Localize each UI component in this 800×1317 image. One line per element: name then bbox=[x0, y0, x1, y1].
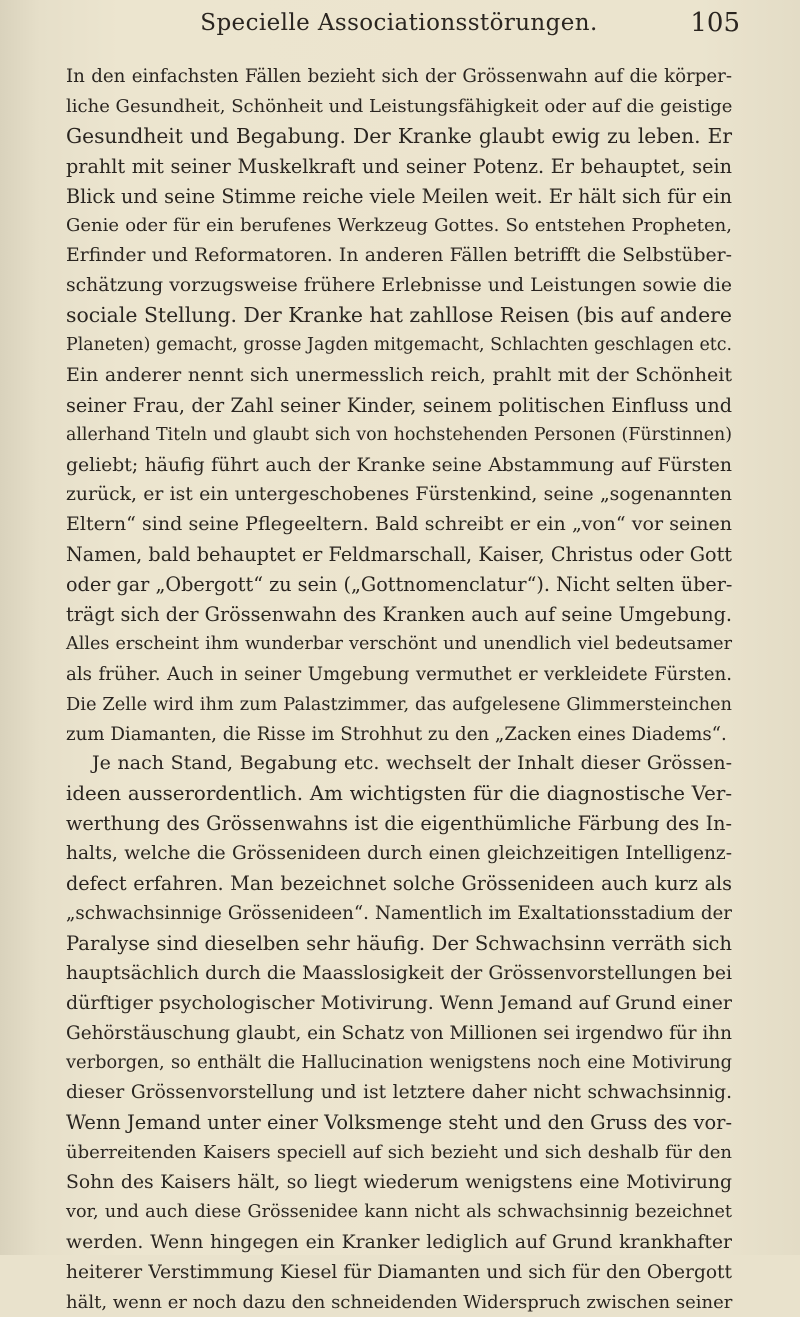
body-text bbox=[66, 62, 732, 1317]
text-line: Die Zelle wird ihm zum Palastzimmer, das aufgelesene Glimmersteinchen bbox=[66, 693, 732, 715]
text-line: seiner Frau, der Zahl seiner Kinder, seinem politischen Einfluss und bbox=[66, 393, 732, 417]
text-line: überreitenden Kaisers speciell auf sich bezieht und sich deshalb für den bbox=[66, 1142, 732, 1164]
text-line: Eltern“ sind seine Pflegeeltern. Bald schreibt er ein „von“ vor seinen bbox=[66, 513, 732, 536]
text-line: dieser Grössenvorstellung und ist letztere daher nicht schwachsinnig. bbox=[66, 1082, 732, 1104]
text-line: In den einfachsten Fällen bezieht sich der Grössenwahn auf die körper- bbox=[66, 66, 732, 87]
text-line: Namen, bald behauptet er Feldmarschall, Kaiser, Christus oder Gott bbox=[66, 543, 732, 567]
text-line: schätzung vorzugsweise frühere Erlebnisse und Leistungen sowie die bbox=[66, 275, 732, 297]
text-line: zum Diamanten, die Risse im Strohhut zu den „Zacken eines Diadems“. bbox=[66, 723, 727, 745]
text-line: prahlt mit seiner Muskelkraft und seiner Potenz. Er behauptet, sein bbox=[66, 154, 732, 178]
running-head-title: Specielle Associationsstörungen. bbox=[200, 10, 598, 36]
text-line: vor, und auch diese Grössenidee kann nicht als schwachsinnig bezeichnet bbox=[66, 1201, 732, 1222]
text-line: dürftiger psychologischer Motivirung. Wenn Jemand auf Grund einer bbox=[66, 991, 732, 1014]
text-line: oder gar „Obergott“ zu sein („Gottnomenclatur“). Nicht selten über- bbox=[66, 573, 733, 597]
text-line: Alles erscheint ihm wunderbar verschönt und unendlich viel bedeutsamer bbox=[66, 633, 732, 654]
text-line: geliebt; häufig führt auch der Kranke seine Abstammung auf Fürsten bbox=[66, 454, 732, 476]
text-line: Sohn des Kaisers hält, so liegt wiederum wenigstens eine Motivirung bbox=[66, 1171, 732, 1193]
text-line: defect erfahren. Man bezeichnet solche Grössenideen auch kurz als bbox=[66, 872, 732, 896]
text-line: Genie oder für ein berufenes Werkzeug Gottes. So entstehen Propheten, bbox=[66, 215, 732, 237]
text-line: Erfinder und Reformatoren. In anderen Fällen betrifft die Selbstüber- bbox=[66, 245, 732, 267]
page-number: 105 bbox=[690, 8, 740, 38]
text-line: als früher. Auch in seiner Umgebung vermuthet er verkleidete Fürsten. bbox=[66, 663, 732, 685]
text-line: sociale Stellung. Der Kranke hat zahllose Reisen (bis auf andere bbox=[66, 303, 732, 328]
text-line: Wenn Jemand unter einer Volksmenge steht und den Gruss des vor- bbox=[66, 1111, 732, 1135]
text-line: hält, wenn er noch dazu den schneidenden Widerspruch zwischen seiner bbox=[66, 1291, 733, 1313]
text-line: liche Gesundheit, Schönheit und Leistungsfähigkeit oder auf die geistige bbox=[66, 95, 733, 117]
text-line: zurück, er ist ein untergeschobenes Fürstenkind, seine „sogenannten bbox=[66, 484, 732, 506]
text-line: Je nach Stand, Begabung etc. wechselt der Inhalt dieser Grössen- bbox=[92, 752, 732, 775]
text-line: Gehörstäuschung glaubt, ein Schatz von Millionen sei irgendwo für ihn bbox=[66, 1022, 732, 1044]
text-line: ideen ausserordentlich. Am wichtigsten für die diagnostische Ver- bbox=[66, 782, 732, 806]
text-line: Gesundheit und Begabung. Der Kranke glaubt ewig zu leben. Er bbox=[66, 123, 732, 148]
text-line: hauptsächlich durch die Maasslosigkeit der Grössenvorstellungen bei bbox=[66, 962, 732, 984]
text-line: trägt sich der Grössenwahn des Kranken auch auf seine Umgebung. bbox=[66, 603, 732, 627]
running-head bbox=[66, 6, 740, 40]
text-line: werden. Wenn hingegen ein Kranker lediglich auf Grund krankhafter bbox=[66, 1231, 732, 1253]
text-line: Blick und seine Stimme reiche viele Meilen weit. Er hält sich für ein bbox=[66, 184, 732, 208]
text-line: werthung des Grössenwahns ist die eigenthümliche Färbung des In- bbox=[66, 812, 732, 836]
text-line: Ein anderer nennt sich unermesslich reich, prahlt mit der Schönheit bbox=[66, 363, 732, 386]
text-line: halts, welche die Grössenideen durch einen gleichzeitigen Intelligenz- bbox=[66, 843, 732, 865]
text-line: allerhand Titeln und glaubt sich von hochstehenden Personen (Fürstinnen) bbox=[66, 424, 732, 445]
text-line: Planeten) gemacht, grosse Jagden mitgemacht, Schlachten geschlagen etc. bbox=[66, 335, 732, 356]
text-line: heiterer Verstimmung Kiesel für Diamanten und sich für den Obergott bbox=[66, 1261, 732, 1283]
text-line: „schwachsinnige Grössenideen“. Namentlich im Exaltationsstadium der bbox=[66, 902, 732, 924]
text-line: Paralyse sind dieselben sehr häufig. Der Schwachsinn verräth sich bbox=[66, 931, 732, 955]
text-line: verborgen, so enthält die Hallucination wenigstens noch eine Motivirung bbox=[66, 1052, 732, 1074]
